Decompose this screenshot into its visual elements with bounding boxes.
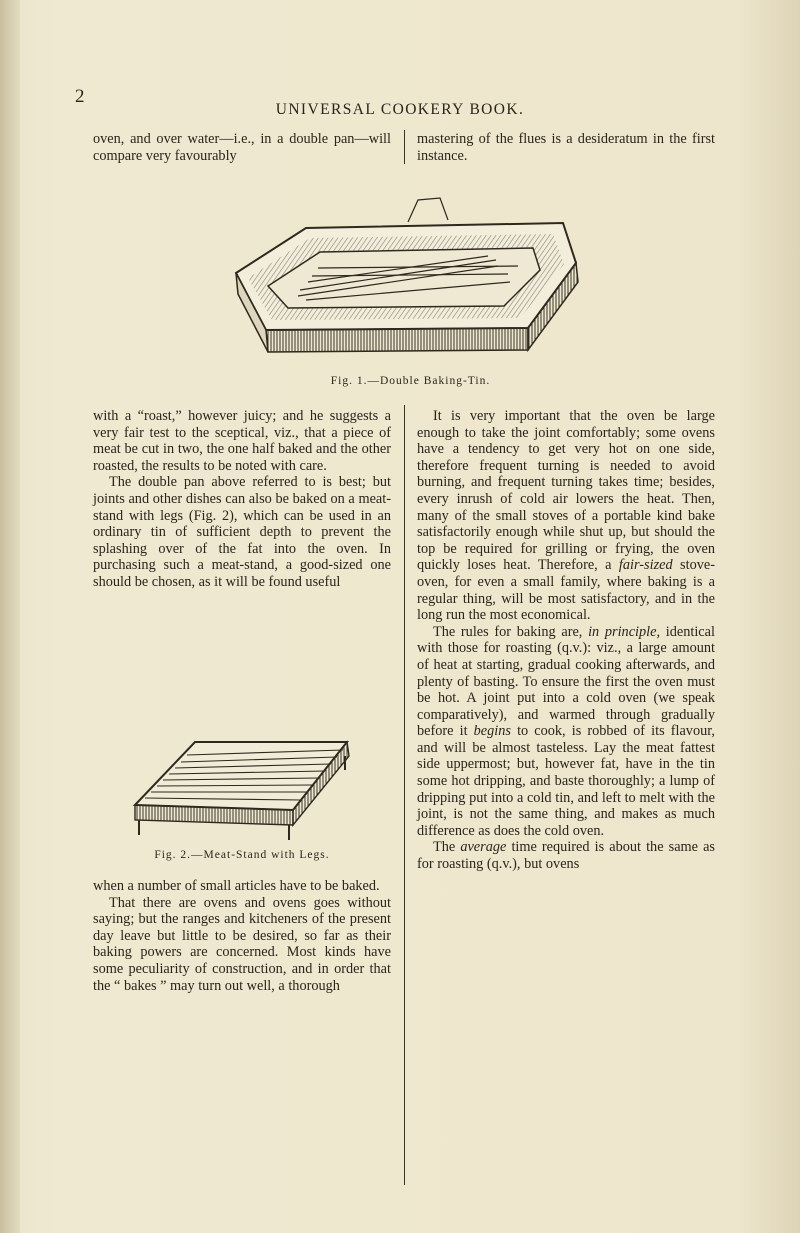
column-rule [404,405,405,1185]
page-gutter-edge [0,0,20,1233]
running-head: UNIVERSAL COOKERY BOOK. [275,101,525,118]
top-left-text: oven, and over water—i.e., in a double pan—will compare very favourably [93,131,391,164]
double-baking-tin-illustration [228,178,593,368]
left-column-upper: with a “roast,” however juicy; and he suggests a very fair test to the sceptical, viz., that a piece of meat be cut in two, the one half baked and the other roasted, the results to be noted with care. The double pan above referred to is best; but joints and other dishes can also be baked on a meat-stand with legs (Fig. 2), which can be used in an ordinary tin of sufficient depth to prevent the splashing over of the fat into the oven. In purchasing such a meat-stand, a good-sized one should be chosen, as it will be found useful [93,408,391,590]
left-column-lower: when a number of small articles have to be baked. That there are ovens and ovens goes without saying; but the ranges and kitcheners of the present day leave but little to be desired, so far as their baking powers are concerned. Most kinds have some peculiarity of construction, and in order that the “ bakes ” may turn out well, a thorough [93,878,391,994]
figure-2-caption: Fig. 2.—Meat-Stand with Legs. [154,849,330,861]
meat-stand-illustration [115,730,360,845]
figure-1-caption: Fig. 1.—Double Baking-Tin. [330,375,491,387]
right-column: It is very important that the oven be large enough to take the joint comfortably; some ovens have a tendency to get very hot on one side, therefore frequent turning is needed to avoid burning, and frequent turning takes time; besides, every inrush of cold air lowers the heat. Then, many of the small stoves of a portable kind bake satisfactorily enough while shut up, but should the top be required for grilling or frying, the oven quickly loses heat. Therefore, a fair-sized stove-oven, for even a small family, where baking is a regular thing, will be most satisfactory, and in the long run the most economical. The rules for baking are, in principle, identical with those for roasting (q.v.): viz., a large amount of heat at starting, gradual cooking afterwards, and plenty of basting. To ensure the first the oven must be hot. A joint put into a cold oven (we speak comparatively), and warmed through gradually before it begins to cook, is robbed of its flavour, and will be almost tasteless. Lay the meat fattest side uppermost; but, however fat, have in the tin some hot dripping, and baste thoroughly; a lump of dripping put into a cold tin, and left to melt with the joint, is not the same thing, and makes as much difference as does the cold oven. The average time required is about the same as for roasting (q.v.), but ovens [417,408,716,873]
page-number: 2 [75,86,85,107]
top-right-text: mastering of the flues is a desideratum in the first instance. [417,131,715,164]
column-rule-top [404,130,405,164]
